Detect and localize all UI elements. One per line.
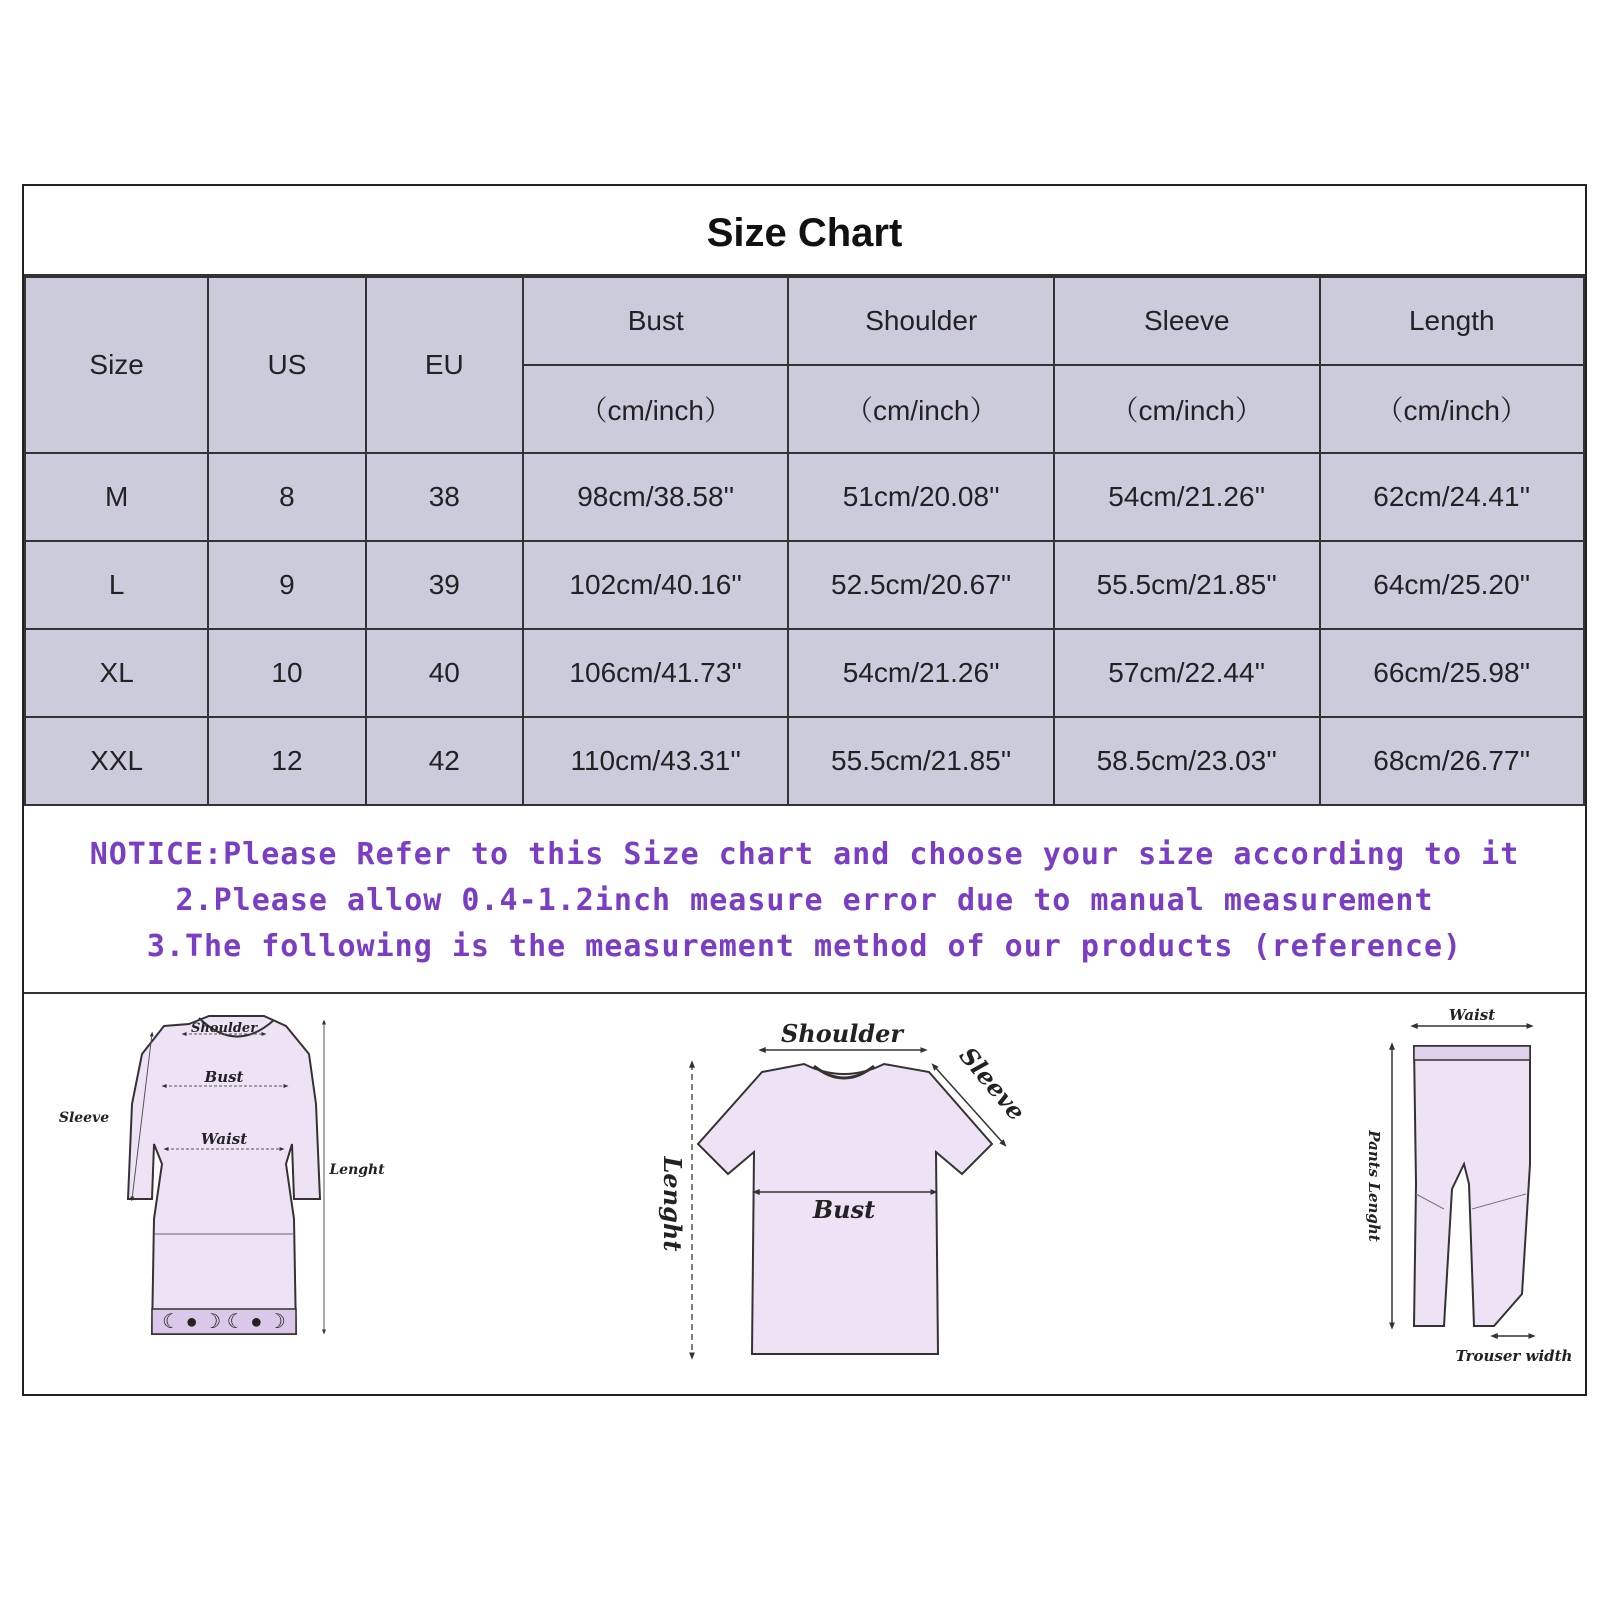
header-shoulder: Shoulder [788,277,1054,365]
cell-sleeve: 58.5cm/23.03'' [1054,717,1320,805]
table-row [25,453,1584,541]
cell-sleeve: 55.5cm/21.85'' [1054,541,1320,629]
table-row [25,541,1584,629]
cell-size: M [25,453,208,541]
header-us: US [208,277,365,453]
dress-shoulder-label: Shoulder [190,1021,258,1036]
cell-eu: 42 [366,717,523,805]
pants-waist-label: Waist [1448,1006,1496,1024]
notice-line-1: NOTICE:Please Refer to this Size chart and choose your size according to it [89,837,1520,872]
dress-outline [128,1016,320,1334]
cell-length: 64cm/25.20'' [1320,541,1584,629]
cell-sleeve: 57cm/22.44'' [1054,629,1320,717]
pants-width-label: Trouser width [1455,1347,1573,1365]
tshirt-shoulder-label: Shoulder [780,1019,904,1048]
tshirt-sleeve-label: Sleeve [953,1041,1032,1126]
cell-shoulder: 55.5cm/21.85'' [788,717,1054,805]
cell-size: XL [25,629,208,717]
unit-bust: （cm/inch） [523,365,788,453]
table-row [25,629,1584,717]
header-sleeve: Sleeve [1054,277,1320,365]
cell-length: 62cm/24.41'' [1320,453,1584,541]
dress-waist-label: Waist [200,1130,248,1148]
dress-diagram [59,1016,385,1334]
cell-size: L [25,541,208,629]
table-row [25,717,1584,805]
chart-title: Size Chart [24,186,1585,276]
cell-size: XXL [25,717,208,805]
cell-eu: 38 [366,453,523,541]
cell-shoulder: 54cm/21.26'' [788,629,1054,717]
notice-block [24,806,1585,994]
cell-bust: 106cm/41.73'' [523,629,788,717]
header-size: Size [25,277,208,453]
cell-length: 66cm/25.98'' [1320,629,1584,717]
pants-outline [1414,1046,1530,1326]
dress-length-label: Lenght [329,1162,385,1178]
header-bust: Bust [523,277,788,365]
cell-bust: 102cm/40.16'' [523,541,788,629]
cell-eu: 40 [366,629,523,717]
tshirt-length-label: Lenght [658,1156,687,1252]
header-eu: EU [366,277,523,453]
cell-length: 68cm/26.77'' [1320,717,1584,805]
dress-bust-label: Bust [204,1068,244,1086]
pants-waistband [1414,1046,1530,1060]
cell-us: 12 [208,717,365,805]
dress-hem-moons: ☾ ● ☽ ☾ ● ☽ [162,1311,286,1333]
size-table [24,276,1585,806]
notice-line-3: 3.The following is the measurement method of our products (reference) [146,929,1463,964]
tshirt-bust-label: Bust [812,1195,876,1224]
unit-shoulder: （cm/inch） [788,365,1054,453]
cell-us: 10 [208,629,365,717]
tshirt-diagram [658,1019,1031,1356]
header-length: Length [1320,277,1584,365]
pants-length-label: Pants Lenght [1365,1130,1383,1242]
cell-shoulder: 51cm/20.08'' [788,453,1054,541]
unit-sleeve: （cm/inch） [1054,365,1320,453]
unit-length: （cm/inch） [1320,365,1584,453]
cell-us: 9 [208,541,365,629]
cell-us: 8 [208,453,365,541]
diagrams-svg [24,994,1585,1392]
cell-eu: 39 [366,541,523,629]
cell-bust: 110cm/43.31'' [523,717,788,805]
pants-diagram [1365,1006,1572,1365]
notice-line-2: 2.Please allow 0.4-1.2inch measure error due to manual measurement [175,883,1434,918]
cell-shoulder: 52.5cm/20.67'' [788,541,1054,629]
measurement-diagrams [24,994,1585,1394]
size-chart-frame [22,184,1587,1396]
cell-bust: 98cm/38.58'' [523,453,788,541]
cell-sleeve: 54cm/21.26'' [1054,453,1320,541]
dress-sleeve-label: Sleeve [58,1110,110,1126]
